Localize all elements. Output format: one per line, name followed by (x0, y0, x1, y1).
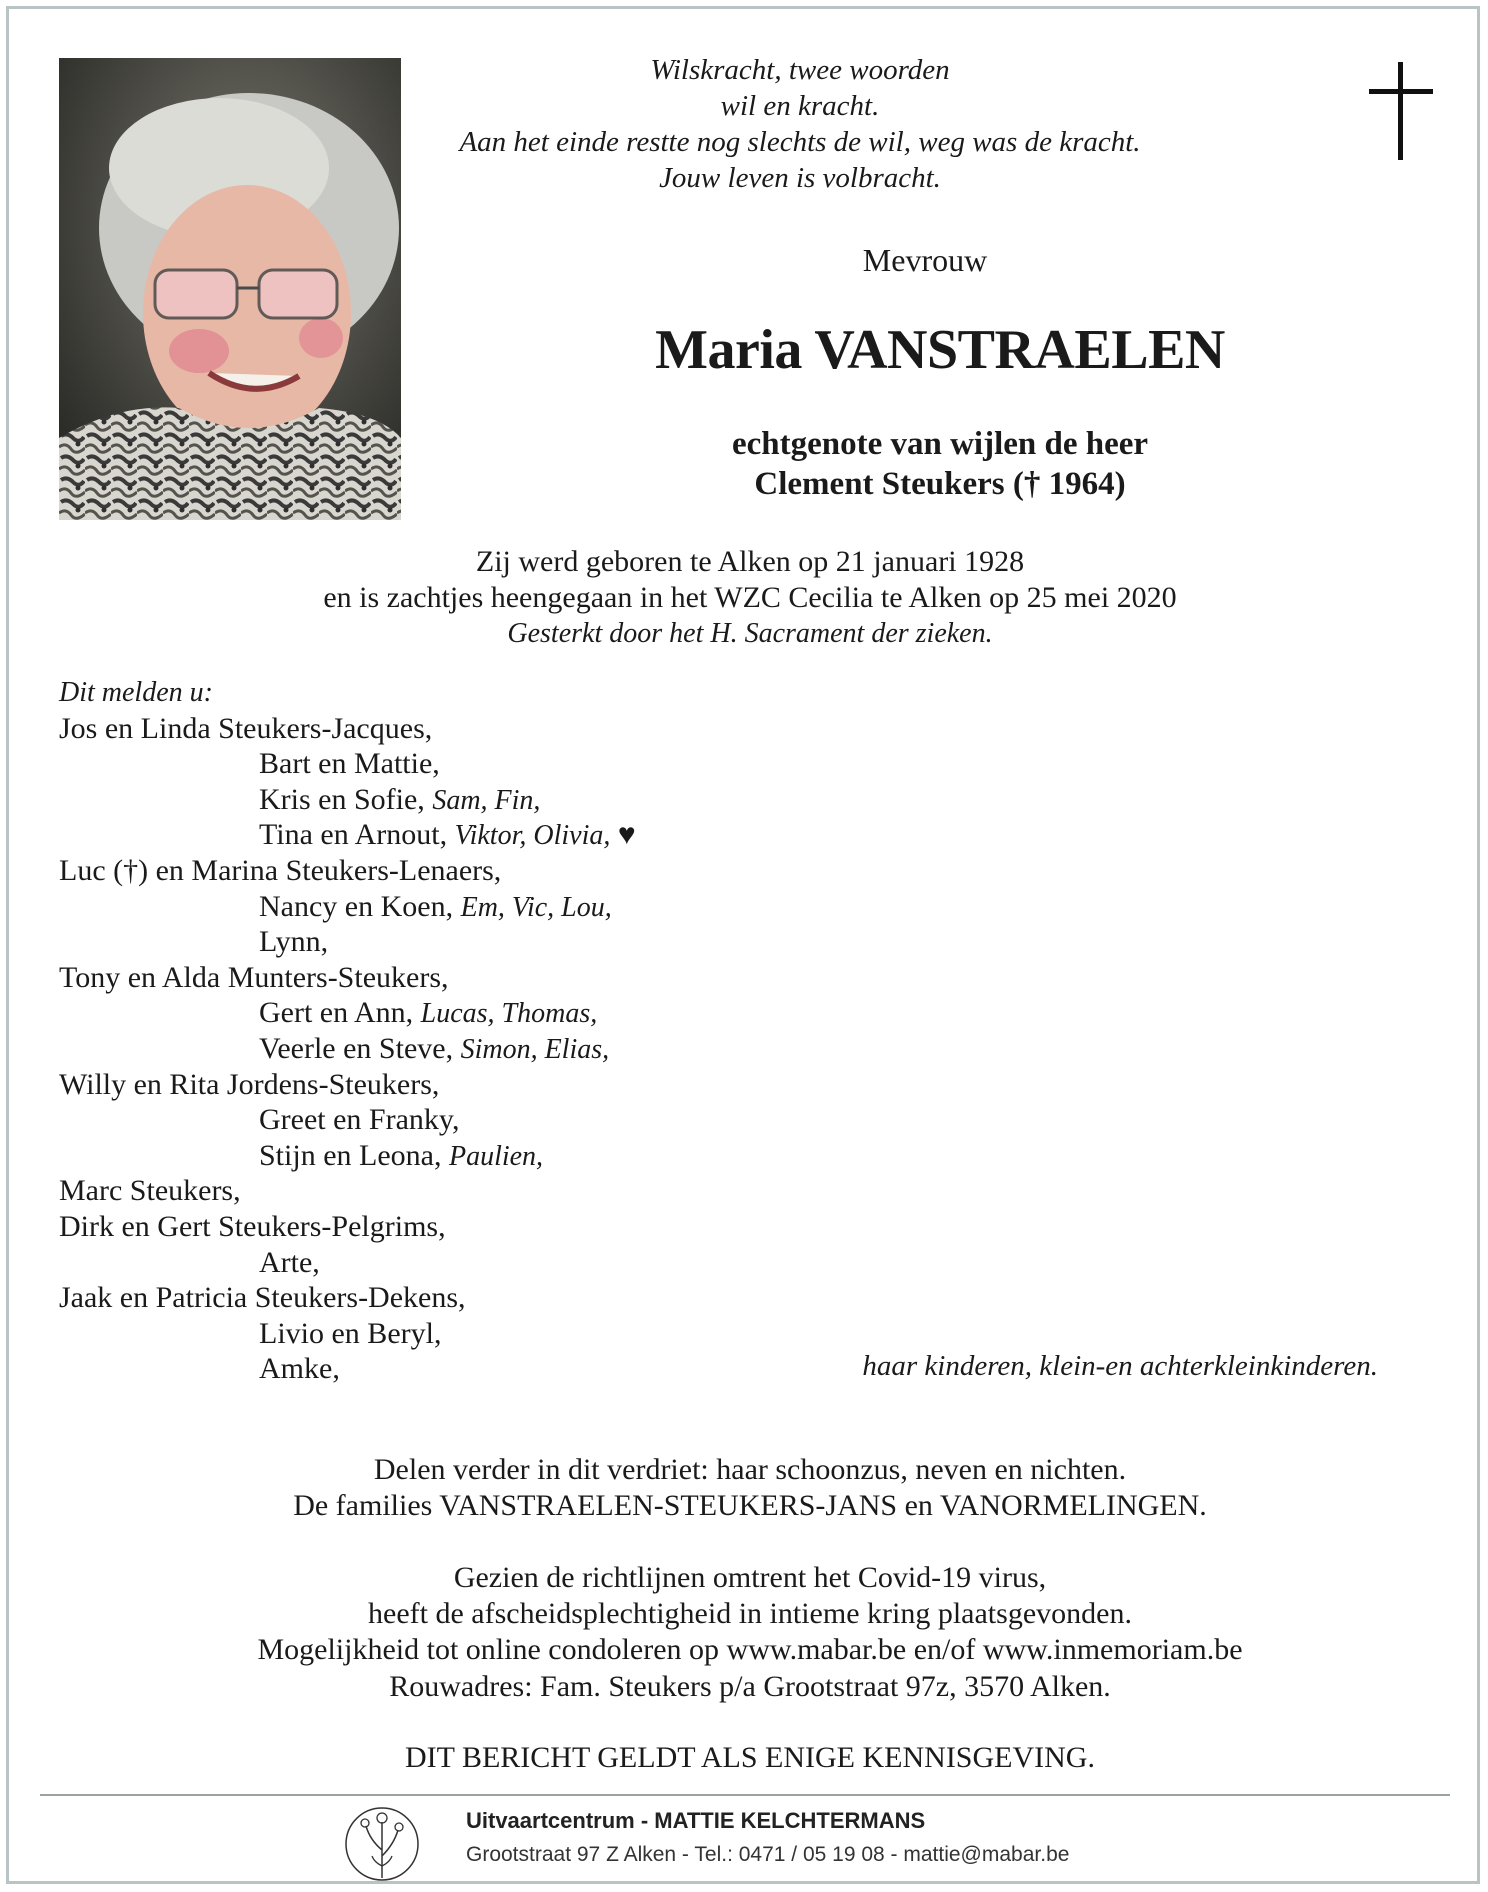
grandchildren-names: Paulien, (448, 1140, 544, 1172)
family-member-names: Amke, (259, 1352, 340, 1386)
family-member-names: Luc (†) en Marina Steukers-Lenaers, (59, 853, 502, 887)
grandchildren-names: Lucas, Thomas, (420, 998, 598, 1030)
family-row (59, 782, 1379, 818)
family-member-names: Stijn en Leona, (259, 1138, 449, 1172)
family-member-names: Arte, (259, 1245, 320, 1279)
covid-line-3: Mogelijkheid tot online condoleren op www.mabar.be en/of www.inmemoriam.be (257, 1633, 1243, 1666)
family-member-names: Greet en Franky, (259, 1103, 460, 1137)
cross-icon (1369, 62, 1433, 160)
family-row (59, 889, 1379, 925)
relation-caption: haar kinderen, klein-en achterkleinkinderen. (862, 1350, 1378, 1382)
family-member-names: Jaak en Patricia Steukers-Dekens, (59, 1281, 466, 1315)
heart-icon: ♥ (610, 818, 636, 852)
poem (420, 52, 1180, 196)
share-line-1: Delen verder in dit verdriet: haar schoonzus, neven en nichten. (373, 1453, 1127, 1486)
family-row (59, 1316, 1379, 1352)
share-line-2: De families VANSTRAELEN-STEUKERS-JANS en VANORMELINGEN. (293, 1489, 1207, 1522)
share-grief (100, 1452, 1400, 1524)
poem-line: wil en kracht. (720, 90, 880, 122)
family-member-names: Tina en Arnout, (259, 818, 455, 852)
family-member-names: Lynn, (259, 925, 329, 959)
footer-company: Uitvaartcentrum - MATTIE KELCHTERMANS (466, 1808, 926, 1833)
mourning-address: Rouwadres: Fam. Steukers p/a Grootstraat 97z, 3570 Alken. (389, 1670, 1111, 1703)
death-line: en is zachtjes heengegaan in het WZC Cecilia te Alken op 25 mei 2020 (323, 581, 1177, 614)
family-row (59, 853, 1379, 889)
grandchildren-names: Sam, Fin, (432, 784, 541, 816)
flower-logo-icon (340, 1800, 424, 1884)
spouse-line-1: echtgenote van wijlen de heer (731, 426, 1149, 462)
family-row (59, 1280, 1379, 1316)
footer-contact: Grootstraat 97 Z Alken - Tel.: 0471 / 05 19 08 - mattie@mabar.be (466, 1843, 1070, 1866)
family-row (59, 1138, 1379, 1174)
family-row (59, 1173, 1379, 1209)
family-member-names: Kris en Sofie, (259, 782, 433, 816)
family-intro: Dit melden u: (59, 677, 213, 708)
family-member-names: Dirk en Gert Steukers-Pelgrims, (59, 1209, 446, 1243)
covid-line-2: heeft de afscheidsplechtigheid in intieme kring plaatsgevonden. (368, 1597, 1132, 1630)
family-member-names: Nancy en Koen, (259, 889, 461, 923)
family-list (59, 675, 1379, 1387)
deceased-name: Maria VANSTRAELEN (655, 319, 1225, 381)
grandchildren-names: Simon, Elias, (460, 1033, 610, 1065)
family-member-names: Marc Steukers, (59, 1174, 241, 1208)
family-member-names: Willy en Rita Jordens-Steukers, (59, 1067, 440, 1101)
family-row (59, 817, 1379, 853)
family-row (59, 746, 1379, 782)
poem-line: Jouw leven is volbracht. (659, 162, 941, 194)
family-row (59, 1245, 1379, 1281)
family-row (59, 924, 1379, 960)
family-member-names: Jos en Linda Steukers-Jacques, (59, 711, 433, 745)
family-row (59, 711, 1379, 747)
birth-death-info (100, 544, 1400, 652)
sacrament-line: Gesterkt door het H. Sacrament der zieken. (507, 618, 993, 649)
birth-line: Zij werd geboren te Alken op 21 januari 1928 (475, 545, 1025, 578)
family-member-names: Bart en Mattie, (259, 747, 440, 781)
covid-line-1: Gezien de richtlijnen omtrent het Covid-19 virus, (453, 1561, 1047, 1594)
poem-line: Aan het einde restte nog slechts de wil, weg was de kracht. (459, 126, 1141, 158)
spouse-info (520, 424, 1360, 504)
portrait-photo (59, 58, 401, 520)
grandchildren-names: Em, Vic, Lou, (460, 891, 612, 923)
family-member-names: Gert en Ann, (259, 996, 421, 1030)
honorific: Mevrouw (862, 242, 988, 278)
family-row (59, 960, 1379, 996)
poem-line: Wilskracht, twee woorden (650, 54, 950, 86)
spouse-line-2: Clement Steukers († 1964) (754, 466, 1126, 502)
covid-notice (100, 1560, 1400, 1668)
family-member-names: Veerle en Steve, (259, 1031, 461, 1065)
family-row (59, 1031, 1379, 1067)
family-row (59, 1209, 1379, 1245)
family-row (59, 1067, 1379, 1103)
family-member-names: Tony en Alda Munters-Steukers, (59, 960, 449, 994)
family-row (59, 1102, 1379, 1138)
family-member-names: Livio en Beryl, (259, 1316, 442, 1350)
footer-divider (40, 1794, 1450, 1796)
official-notice: DIT BERICHT GELDT ALS ENIGE KENNISGEVING. (405, 1741, 1095, 1774)
family-row (59, 995, 1379, 1031)
grandchildren-names: Viktor, Olivia, (454, 820, 611, 852)
